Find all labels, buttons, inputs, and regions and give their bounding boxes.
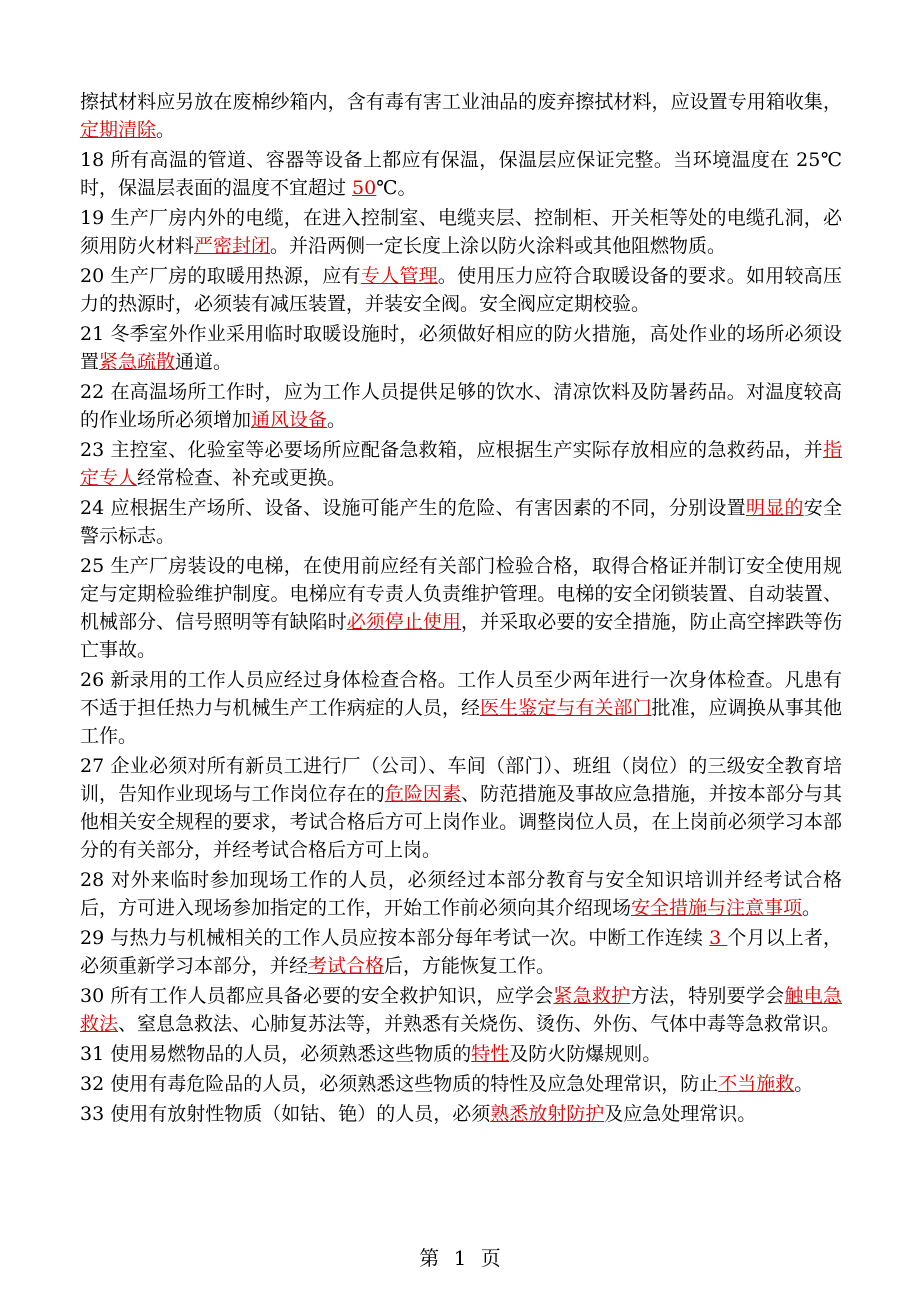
paragraph-text: 24 应根据生产场所、设备、设施可能产生的危险、有害因素的不同，分别设置 (80, 497, 746, 519)
paragraph-text: 、防范措施及事故应急措施，并按本部分与其他相关安全规程的要求，考试合格后方可上岗作业。调整岗位人员，在上岗前必须学习本部分的有关部分，并经考试合格后方可上岗。 (80, 783, 842, 861)
paragraph-text: 26 新录用的工作人员应经过身体检查合格。工作人员至少两年进行一次身体检查。凡患有不适于担任热力与机械生产工作病症的人员，经 (80, 669, 842, 719)
page-number: 1 (453, 1246, 467, 1270)
paragraph (80, 88, 842, 144)
paragraph-text: 。 (802, 897, 822, 919)
highlighted-answer: 定期清除 (80, 119, 157, 141)
page-suffix: 页 (480, 1246, 501, 1270)
highlighted-answer: 3 (709, 927, 728, 949)
paragraph (80, 666, 842, 750)
highlighted-answer: 紧急救护 (553, 985, 631, 1007)
paragraph-text: 29 与热力与机械相关的工作人员应按本部分每年考试一次。中断工作连续 (80, 927, 710, 949)
paragraph (80, 1100, 842, 1128)
paragraph (80, 552, 842, 664)
highlighted-answer: 熟悉放射防护 (490, 1103, 605, 1125)
highlighted-answer: 必须停止使用 (346, 611, 462, 633)
paragraph-text: 27 企业必须对所有新员工进行厂（公司）、车间（部门）、班组（岗位）的三级安全教育培训，告知作业现场与工作岗位存在的 (80, 755, 842, 805)
paragraph-text: 20 生产厂房的取暖用热源，应有 (80, 265, 361, 287)
paragraph-text: 。使用压力应符合取暖设备的要求。如用较高压力的热源时，必须装有减压装置，并装安全阀。安全阀应定期校验。 (80, 265, 842, 315)
paragraph-text: 23 主控室、化验室等必要场所应配备急救箱，应根据生产实际存放相应的急救药品，并 (80, 439, 823, 461)
paragraph-text: 经常检查、补充或更换。 (137, 467, 347, 489)
highlighted-answer: 不当施救 (718, 1073, 795, 1095)
highlighted-answer: 考试合格 (308, 955, 385, 977)
paragraph-text: 18 所有高温的管道、容器等设备上都应有保温，保温层应保证完整。当环境温度在 25℃时，保温层表面的温度不宜超过 (80, 149, 842, 199)
paragraph-text: 32 使用有毒危险品的人员，必须熟悉这些物质的特性及应急处理常识，防止 (80, 1073, 719, 1095)
paragraph-text: 28 对外来临时参加现场工作的人员，必须经过本部分教育与安全知识培训并经考试合格后，方可进入现场参加指定的工作，开始工作前必须向其介绍现场 (80, 869, 842, 919)
highlighted-answer: 明显的 (745, 497, 804, 519)
document-body (80, 88, 842, 1130)
paragraph (80, 262, 842, 318)
paragraph-text: 及应急处理常识。 (604, 1103, 757, 1125)
paragraph-text: 、窒息急救法、心肺复苏法等，并熟悉有关烧伤、烫伤、外伤、气体中毒等急救常识。 (118, 1013, 841, 1035)
paragraph-text: 个月以上者，必须重新学习本部分，并经 (80, 927, 842, 977)
paragraph-text: 。 (327, 409, 347, 431)
paragraph (80, 204, 842, 260)
highlighted-answer: 50 (352, 177, 377, 199)
paragraph (80, 320, 842, 376)
paragraph (80, 378, 842, 434)
paragraph (80, 924, 842, 980)
paragraph-text: 22 在高温场所工作时，应为工作人员提供足够的饮水、清凉饮料及防暑药品。对温度较高的作业场所必须增加 (80, 381, 842, 431)
paragraph-text: 。 (156, 119, 176, 141)
highlighted-answer: 指定专人 (80, 439, 842, 489)
paragraph-text: 25 生产厂房装设的电梯，在使用前应经有关部门检验合格，取得合格证并制订安全使用规定与定期检验维护制度。电梯应有专责人负责维护管理。电梯的安全闭锁装置、自动装置、机械部分、信号照明等有缺陷时 (80, 555, 842, 633)
highlighted-answer: 专人管理 (360, 265, 438, 287)
paragraph-text: ，并采取必要的安全措施，防止高空摔跌等伤亡事故。 (80, 611, 842, 661)
highlighted-answer: 严密封闭 (194, 235, 271, 257)
paragraph (80, 1040, 842, 1068)
page-prefix: 第 (419, 1246, 440, 1270)
paragraph (80, 866, 842, 922)
paragraph (80, 1070, 842, 1098)
paragraph-text: 。并沿两侧一定长度上涂以防火涂料或其他阻燃物质。 (270, 235, 727, 257)
paragraph-text: 31 使用易燃物品的人员，必须熟悉这些物质的 (80, 1043, 472, 1065)
paragraph-text: 批准，应调换从事其他工作。 (80, 697, 842, 747)
highlighted-answer: 特性 (471, 1043, 510, 1065)
paragraph-text: 30 所有工作人员都应具备必要的安全救护知识，应学会 (80, 985, 554, 1007)
paragraph-text: 及防火防爆规则。 (509, 1043, 662, 1065)
highlighted-answer: 医生鉴定与有关部门 (480, 697, 652, 719)
paragraph-text: 方法，特别要学会 (630, 985, 785, 1007)
paragraph-text: 擦拭材料应另放在废棉纱箱内，含有毒有害工业油品的废弃擦拭材料，应设置专用箱收集， (80, 91, 842, 113)
paragraph (80, 752, 842, 864)
paragraph-text: 安全警示标志。 (80, 497, 842, 547)
highlighted-answer: 紧急疏散 (99, 351, 176, 373)
paragraph (80, 982, 842, 1038)
highlighted-answer: 危险因素 (384, 783, 462, 805)
paragraph-text: 通道。 (175, 351, 233, 373)
highlighted-answer: 安全措施与注意事项 (631, 897, 803, 919)
highlighted-answer: 通风设备 (251, 409, 328, 431)
paragraph-text: ℃。 (376, 177, 417, 199)
paragraph-text: 后，方能恢复工作。 (384, 955, 556, 977)
highlighted-answer: 触电急救法 (80, 985, 842, 1035)
paragraph (80, 494, 842, 550)
paragraph-text: 21 冬季室外作业采用临时取暖设施时，必须做好相应的防火措施，高处作业的场所必须设置 (80, 323, 842, 373)
paragraph-text: 33 使用有放射性物质（如钴、铯）的人员，必须 (80, 1103, 491, 1125)
paragraph-text: 。 (794, 1073, 814, 1095)
page-footer (0, 1242, 920, 1271)
paragraph (80, 146, 842, 202)
paragraph (80, 436, 842, 492)
paragraph-text: 19 生产厂房内外的电缆，在进入控制室、电缆夹层、控制柜、开关柜等处的电缆孔洞，必须用防火材料 (80, 207, 842, 257)
